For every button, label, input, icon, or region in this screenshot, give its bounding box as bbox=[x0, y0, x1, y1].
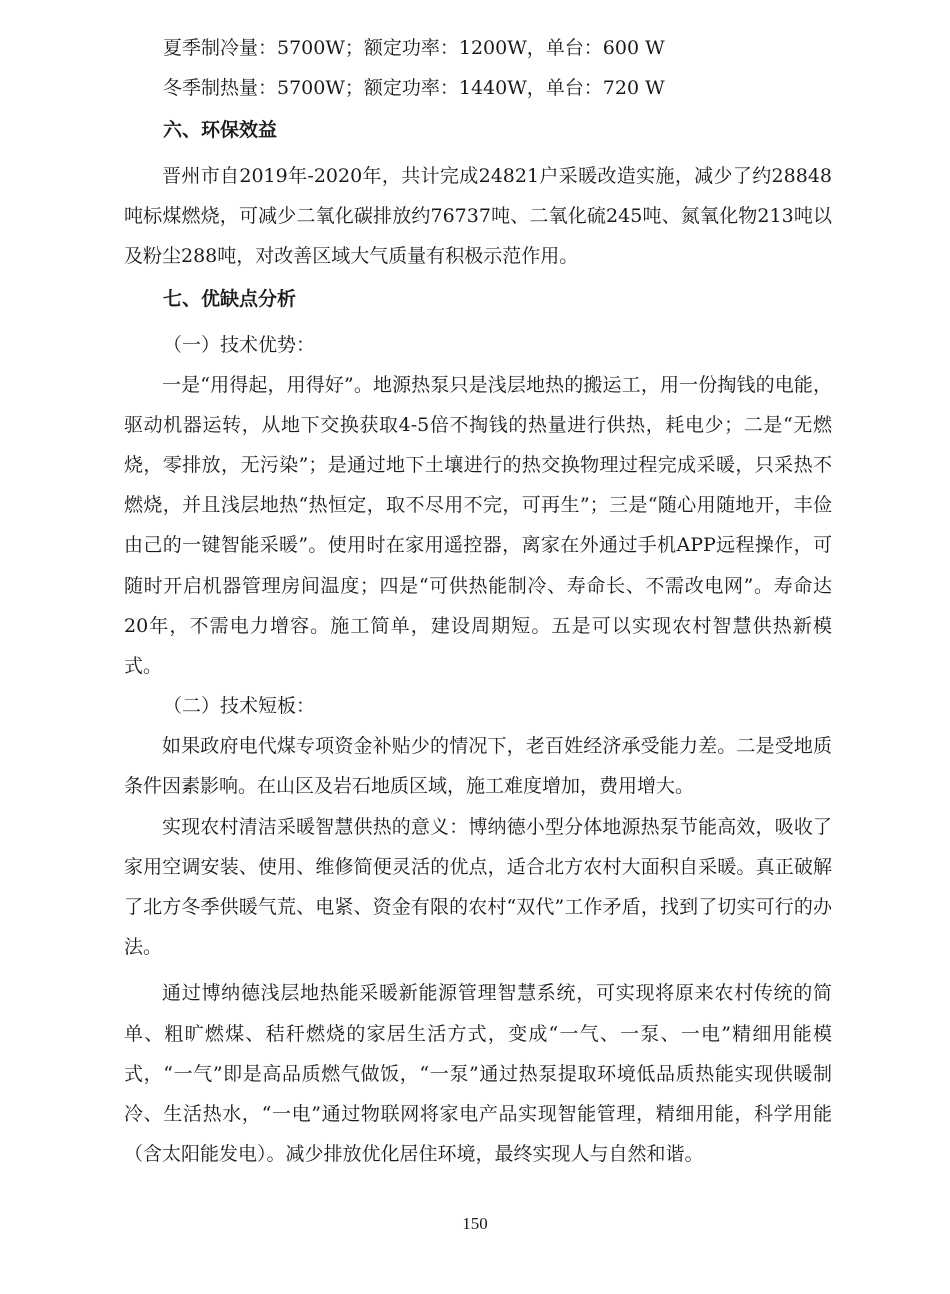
summer-cooling-spec: 夏季制冷量：5700W；额定功率：1200W，单台：600 W bbox=[163, 37, 665, 59]
winter-heating-spec: 冬季制热量：5700W；额定功率：1440W，单台：720 W bbox=[163, 77, 665, 99]
page-number: 150 bbox=[462, 1214, 488, 1233]
page-body bbox=[124, 28, 832, 1174]
smart-system-paragraph: 通过博纳德浅层地热能采暖新能源管理智慧系统，可实现将原来农村传统的简单、粗旷燃煤、秸秆燃烧的家居生活方式，变成“一气、一泵、一电”精细用能模式，“一气”即是高品质燃气做饭，“一泵”通过热泵提取环境低品质热能实现供暖制冷、生活热水，“一电”通过物联网将家电产品实现智能管理，精细用能，科学用能（含太阳能发电）。减少排放优化居住环境，最终实现人与自然和谐。 bbox=[124, 982, 832, 1166]
significance-paragraph: 实现农村清洁采暖智慧供热的意义：博纳德小型分体地源热泵节能高效，吸收了家用空调安装、使用、维修简便灵活的优点，适合北方农村大面积自采暖。真正破解了北方冬季供暖气荒、电紧、资金有限的农村“双代”工作矛盾，找到了切实可行的办法。 bbox=[124, 815, 832, 959]
advantages-subheading: （一）技术优势： bbox=[163, 333, 316, 356]
shortcomings-subheading: （二）技术短板： bbox=[163, 695, 316, 718]
env-benefit-heading: 六、环保效益 bbox=[163, 119, 278, 141]
shortcomings-paragraph: 如果政府电代煤专项资金补贴少的情况下，老百姓经济承受能力差。二是受地质条件因素影响。在山区及岩石地质区域，施工难度增加，费用增大。 bbox=[124, 735, 832, 798]
advantages-paragraph: 一是“用得起，用得好”。地源热泵只是浅层地热的搬运工，用一份掏钱的电能，驱动机器运转，从地下交换获取4-5倍不掏钱的热量进行供热，耗电少；二是“无燃烧，零排放，无污染”；是通过地下土壤进行的热交换物理过程完成采暖，只采热不燃烧，并且浅层地热“热恒定，取不尽用不完，可再生”；三是“随心用随地开，丰俭由己的一键智能采暖”。使用时在家用遥控器，离家在外通过手机APP远程操作，可随时开启机器管理房间温度；四是“可供热能制冷、寿命长、不需改电网”。寿命达20年，不需电力增容。施工简单，建设周期短。五是可以实现农村智慧供热新模式。 bbox=[124, 373, 832, 678]
env-benefit-paragraph: 晋州市自2019年-2020年，共计完成24821户采暖改造实施，减少了约28848吨标煤燃烧，可减少二氧化碳排放约76737吨、二氧化硫245吨、氮氧化物213吨以及粉尘288吨，对改善区域大气质量有积极示范作用。 bbox=[124, 165, 832, 268]
pros-cons-heading: 七、优缺点分析 bbox=[163, 287, 297, 310]
